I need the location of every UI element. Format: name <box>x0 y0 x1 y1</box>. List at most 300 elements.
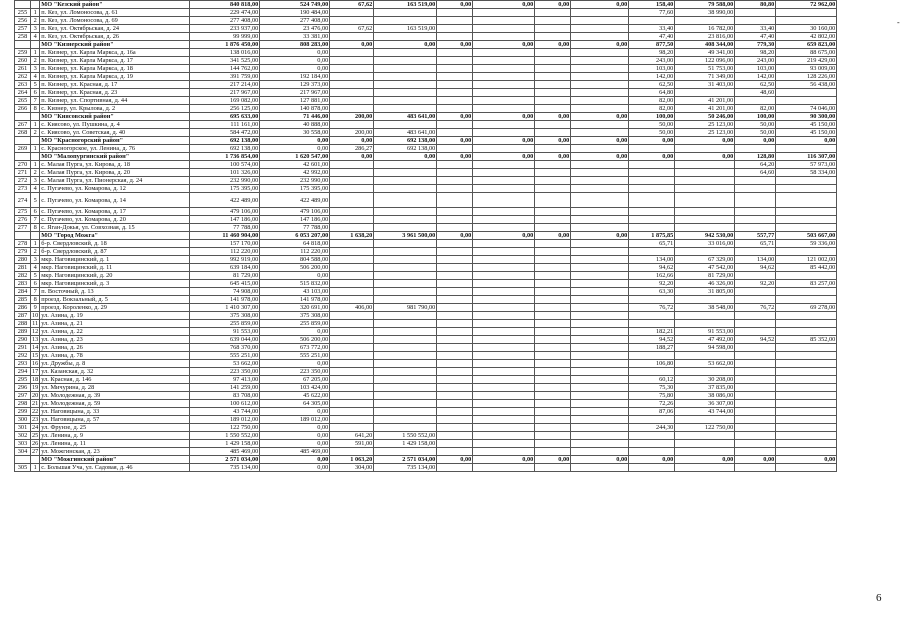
cell-n: 282 <box>15 272 31 280</box>
cell-c <box>330 296 374 304</box>
cell-b: 0,00 <box>260 272 330 280</box>
cell-f: 0,00 <box>473 41 535 49</box>
cell-l: 134,00 <box>735 256 776 264</box>
cell-t: 1 876 450,00 <box>190 41 260 49</box>
cell-a: мкр. Наговицинский, д. 20 <box>40 272 190 280</box>
cell-m <box>776 408 837 416</box>
cell-e <box>437 89 473 97</box>
cell-a: ул. Наговицына, д. 33 <box>40 408 190 416</box>
cell-e: 0,00 <box>437 1 473 9</box>
cell-t: 840 818,00 <box>190 1 260 9</box>
table-row <box>15 448 837 456</box>
cell-f <box>473 384 535 392</box>
cell-t: 100 574,00 <box>190 161 260 169</box>
cell-k: 37 835,00 <box>675 384 735 392</box>
cell-g <box>535 272 571 280</box>
cell-h <box>571 17 629 25</box>
cell-c <box>330 352 374 360</box>
cell-n: 288 <box>15 320 31 328</box>
cell-b: 0,00 <box>260 57 330 65</box>
cell-l <box>735 384 776 392</box>
cell-t: 11 460 904,00 <box>190 232 260 240</box>
cell-i: 1 <box>31 161 40 169</box>
cell-m: 57 973,00 <box>776 161 837 169</box>
cell-b: 0,00 <box>260 432 330 440</box>
cell-j: 0,00 <box>629 456 675 464</box>
cell-d <box>374 328 437 336</box>
cell-k: 16 782,00 <box>675 25 735 33</box>
cell-i: 1 <box>31 121 40 129</box>
cell-f <box>473 280 535 288</box>
cell-h <box>571 408 629 416</box>
cell-f <box>473 161 535 169</box>
cell-d <box>374 296 437 304</box>
cell-n: 295 <box>15 376 31 384</box>
cell-j <box>629 448 675 456</box>
cell-c <box>330 392 374 400</box>
cell-f <box>473 73 535 81</box>
cell-i: 8 <box>31 224 40 232</box>
table-row <box>15 256 837 264</box>
cell-h <box>571 65 629 73</box>
cell-l <box>735 392 776 400</box>
cell-f <box>473 145 535 153</box>
cell-l <box>735 376 776 384</box>
cell-j: 65,71 <box>629 240 675 248</box>
cell-a: п. Кизнер, ул. Карла Маркса, д. 17 <box>40 57 190 65</box>
cell-j: 92,20 <box>629 280 675 288</box>
cell-a: с. Красногорское, ул. Ленина, д. 76 <box>40 145 190 153</box>
cell-i <box>31 41 40 49</box>
cell-k: 31 805,00 <box>675 288 735 296</box>
cell-t: 277 408,00 <box>190 17 260 25</box>
table-row <box>15 105 837 113</box>
cell-l: 47,40 <box>735 33 776 41</box>
cell-g <box>535 216 571 224</box>
cell-k: 53 662,00 <box>675 360 735 368</box>
cell-g <box>535 25 571 33</box>
cell-t: 147 186,00 <box>190 216 260 224</box>
cell-c <box>330 97 374 105</box>
cell-i: 7 <box>31 216 40 224</box>
cell-b: 64 305,00 <box>260 400 330 408</box>
cell-e <box>437 296 473 304</box>
cell-c <box>330 161 374 169</box>
cell-d <box>374 177 437 185</box>
cell-l: 48,60 <box>735 89 776 97</box>
cell-b: 175 395,00 <box>260 185 330 193</box>
cell-d: 483 641,00 <box>374 113 437 121</box>
cell-g <box>535 89 571 97</box>
cell-f <box>473 248 535 256</box>
cell-b: 40 888,00 <box>260 121 330 129</box>
cell-b: 524 749,00 <box>260 1 330 9</box>
cell-k <box>675 312 735 320</box>
cell-c: 0,00 <box>330 137 374 145</box>
cell-i: 5 <box>31 81 40 89</box>
cell-t: 639 184,00 <box>190 264 260 272</box>
cell-a: ул. Красная, д. 146 <box>40 376 190 384</box>
cell-n: 278 <box>15 240 31 248</box>
cell-g: 0,00 <box>535 41 571 49</box>
cell-c <box>330 384 374 392</box>
cell-h <box>571 400 629 408</box>
cell-i: 7 <box>31 97 40 105</box>
cell-l: 100,00 <box>735 113 776 121</box>
cell-h <box>571 177 629 185</box>
cell-g <box>535 9 571 17</box>
cell-j <box>629 416 675 424</box>
cell-e: 0,00 <box>437 456 473 464</box>
cell-j: 64,80 <box>629 89 675 97</box>
cell-k: 47 542,00 <box>675 264 735 272</box>
cell-a: МО "Город Можга" <box>40 232 190 240</box>
cell-j: 75,80 <box>629 392 675 400</box>
cell-m <box>776 464 837 472</box>
cell-a: ул. Азина, д. 26 <box>40 344 190 352</box>
cell-f <box>473 400 535 408</box>
cell-k: 50 246,00 <box>675 113 735 121</box>
cell-c <box>330 216 374 224</box>
cell-m: 88 675,00 <box>776 49 837 57</box>
cell-i: 26 <box>32 440 39 447</box>
table-row <box>15 432 837 440</box>
cell-d <box>374 280 437 288</box>
cell-n: 293 <box>15 360 31 368</box>
cell-k: 122 750,00 <box>675 424 735 432</box>
cell-i: 2 <box>31 248 40 256</box>
cell-l <box>735 440 776 448</box>
cell-t: 122 750,00 <box>190 424 260 432</box>
cell-t: 189 012,00 <box>190 416 260 424</box>
cell-l: 94,52 <box>735 336 776 344</box>
cell-a: ул. Азина, д. 19 <box>40 312 190 320</box>
cell-d <box>374 105 437 113</box>
cell-m <box>776 17 837 25</box>
cell-n: 299 <box>15 408 31 416</box>
cell-e <box>437 177 473 185</box>
cell-d: 735 134,00 <box>374 464 437 472</box>
cell-j: 50,00 <box>629 121 675 129</box>
cell-n: 280 <box>15 256 31 264</box>
cell-n: 276 <box>15 216 31 224</box>
cell-t: 141 978,00 <box>190 296 260 304</box>
cell-n: 256 <box>15 17 31 25</box>
cell-i: 10 <box>32 312 39 319</box>
cell-d <box>374 57 437 65</box>
cell-d <box>374 65 437 73</box>
cell-g <box>535 185 571 193</box>
cell-b: 77 788,00 <box>260 224 330 232</box>
cell-g <box>535 161 571 169</box>
cell-e <box>437 400 473 408</box>
table-row <box>15 312 837 320</box>
cell-h <box>571 464 629 472</box>
cell-b: 0,00 <box>260 464 330 472</box>
cell-t: 1 736 854,00 <box>190 153 260 161</box>
cell-t: 233 937,00 <box>190 25 260 33</box>
cell-d <box>374 185 437 193</box>
cell-t: 77 788,00 <box>190 224 260 232</box>
cell-a: п. Кез, ул. Ломоносова, д. 69 <box>40 17 190 25</box>
cell-k: 38 990,00 <box>675 9 735 17</box>
cell-f <box>473 81 535 89</box>
cell-f <box>473 105 535 113</box>
cell-k: 43 744,00 <box>675 408 735 416</box>
cell-g <box>535 264 571 272</box>
cell-a: МО "Можгинский район" <box>40 456 190 464</box>
cell-d <box>374 73 437 81</box>
cell-g <box>535 464 571 472</box>
cell-t: 2 571 034,00 <box>190 456 260 464</box>
cell-n: 296 <box>15 384 31 392</box>
cell-c: 1 638,20 <box>330 232 374 240</box>
cell-j: 142,00 <box>629 73 675 81</box>
cell-e <box>437 264 473 272</box>
cell-l: 128,80 <box>735 153 776 161</box>
cell-c <box>330 169 374 177</box>
cell-c <box>330 240 374 248</box>
cell-d: 1 550 552,00 <box>374 432 437 440</box>
cell-n: 263 <box>15 81 31 89</box>
cell-l: 779,30 <box>735 41 776 49</box>
cell-b: 140 878,00 <box>260 105 330 113</box>
cell-a: с. Малая Пурга, ул. Кирова, д. 20 <box>40 169 190 177</box>
cell-c <box>330 424 374 432</box>
cell-i: 4 <box>31 33 40 41</box>
cell-h <box>571 97 629 105</box>
cell-d <box>374 169 437 177</box>
table-row <box>15 193 837 208</box>
cell-g <box>535 416 571 424</box>
cell-h <box>571 360 629 368</box>
cell-k <box>675 145 735 153</box>
table-row <box>15 121 837 129</box>
table-row <box>15 81 837 89</box>
cell-t: 91 553,00 <box>190 328 260 336</box>
cell-g <box>535 49 571 57</box>
cell-b: 555 251,00 <box>260 352 330 360</box>
table-row <box>15 185 837 193</box>
cell-j <box>629 185 675 193</box>
cell-t: 97 413,00 <box>190 376 260 384</box>
cell-e <box>437 97 473 105</box>
cell-m: 85 352,00 <box>776 336 837 344</box>
cell-m: 58 334,00 <box>776 169 837 177</box>
cell-l <box>735 424 776 432</box>
table-row <box>15 352 837 360</box>
cell-k: 36 307,00 <box>675 400 735 408</box>
cell-h <box>571 224 629 232</box>
cell-l: 103,00 <box>735 65 776 73</box>
cell-j: 63,30 <box>629 288 675 296</box>
cell-m <box>776 208 837 216</box>
cell-j <box>629 352 675 360</box>
cell-i: 4 <box>31 185 40 193</box>
table-row <box>15 240 837 248</box>
cell-e <box>437 129 473 137</box>
cell-l <box>735 248 776 256</box>
cell-l <box>735 185 776 193</box>
cell-g <box>535 408 571 416</box>
cell-a: ул. Казанская, д. 32 <box>40 368 190 376</box>
cell-m: 121 002,00 <box>776 256 837 264</box>
cell-m: 219 429,00 <box>776 57 837 65</box>
cell-b: 6 053 207,00 <box>260 232 330 240</box>
cell-a: ул. Азина, д. 78 <box>40 352 190 360</box>
cell-g <box>535 248 571 256</box>
cell-j <box>629 320 675 328</box>
cell-b: 0,00 <box>260 137 330 145</box>
cell-c: 1 063,20 <box>330 456 374 464</box>
cell-i: 20 <box>32 392 39 399</box>
cell-c <box>330 17 374 25</box>
cell-d <box>374 448 437 456</box>
cell-h <box>571 208 629 216</box>
cell-f <box>473 264 535 272</box>
cell-h: 0,00 <box>571 232 629 240</box>
cell-b: 129 373,00 <box>260 81 330 89</box>
cell-m <box>776 288 837 296</box>
cell-i: 6 <box>31 280 40 288</box>
cell-h <box>571 161 629 169</box>
cell-e <box>437 408 473 416</box>
cell-a: с. Большая Уча, ул. Садовая, д. 46 <box>40 464 190 472</box>
cell-g <box>535 392 571 400</box>
cell-g: 0,00 <box>535 113 571 121</box>
cell-i: 2 <box>31 17 40 25</box>
cell-j <box>629 224 675 232</box>
cell-k: 41 201,00 <box>675 105 735 113</box>
cell-b: 0,00 <box>260 145 330 153</box>
cell-f: 0,00 <box>473 456 535 464</box>
cell-j: 60,12 <box>629 376 675 384</box>
cell-t: 99 999,00 <box>190 33 260 41</box>
cell-t: 391 759,00 <box>190 73 260 81</box>
cell-a: с. Киясово, ул. Пушкина, д. 4 <box>40 121 190 129</box>
cell-c <box>330 73 374 81</box>
cell-m: 69 278,00 <box>776 304 837 312</box>
cell-g <box>535 384 571 392</box>
cell-e <box>437 105 473 113</box>
cell-l <box>735 17 776 25</box>
cell-j: 62,50 <box>629 81 675 89</box>
cell-e <box>437 33 473 41</box>
table-row <box>15 264 837 272</box>
cell-c: 406,00 <box>330 304 374 312</box>
cell-h: 0,00 <box>571 153 629 161</box>
cell-m <box>776 312 837 320</box>
cell-b: 422 489,00 <box>260 193 330 208</box>
table-row <box>15 97 837 105</box>
cell-a: п. Кизнер, ул. Карла Маркса, д. 19 <box>40 73 190 81</box>
cell-d: 1 429 158,00 <box>374 440 437 448</box>
cell-g <box>535 105 571 113</box>
cell-d <box>374 97 437 105</box>
cell-f <box>473 448 535 456</box>
cell-k <box>675 169 735 177</box>
cell-h <box>571 240 629 248</box>
cell-k <box>675 208 735 216</box>
cell-f <box>473 224 535 232</box>
cell-i: 27 <box>32 448 39 455</box>
cell-l: 92,20 <box>735 280 776 288</box>
cell-c <box>330 9 374 17</box>
cell-g <box>535 81 571 89</box>
cell-h <box>571 256 629 264</box>
cell-n: 305 <box>15 464 31 472</box>
cell-e <box>437 344 473 352</box>
table-row <box>15 360 837 368</box>
cell-g <box>535 65 571 73</box>
cell-l <box>735 208 776 216</box>
cell-i: 8 <box>31 296 40 304</box>
cell-n: 298 <box>15 400 31 408</box>
cell-l <box>735 97 776 105</box>
cell-t: 768 370,00 <box>190 344 260 352</box>
cell-f <box>473 65 535 73</box>
cell-e: 0,00 <box>437 232 473 240</box>
cell-m <box>776 384 837 392</box>
cell-m <box>776 328 837 336</box>
table-row <box>15 224 837 232</box>
cell-b: 223 350,00 <box>260 368 330 376</box>
cell-k <box>675 320 735 328</box>
cell-d: 163 519,00 <box>374 1 437 9</box>
cell-d <box>374 384 437 392</box>
cell-t: 256 125,00 <box>190 105 260 113</box>
cell-a: ул. Можгинская, д. 23 <box>40 448 190 456</box>
cell-t: 111 161,00 <box>190 121 260 129</box>
cell-k: 25 123,00 <box>675 129 735 137</box>
cell-m: 42 802,00 <box>776 33 837 41</box>
register-rows <box>15 1 837 472</box>
cell-e <box>437 25 473 33</box>
cell-c <box>330 336 374 344</box>
cell-k <box>675 193 735 208</box>
cell-t: 157 170,00 <box>190 240 260 248</box>
cell-m: 503 667,00 <box>776 232 837 240</box>
table-row <box>15 464 837 472</box>
cell-l <box>735 145 776 153</box>
cell-b: 23 476,00 <box>260 25 330 33</box>
cell-g: 0,00 <box>535 153 571 161</box>
cell-e <box>437 392 473 400</box>
cell-k: 67 329,00 <box>675 256 735 264</box>
cell-e <box>437 57 473 65</box>
cell-j: 47,40 <box>629 33 675 41</box>
cell-c <box>330 408 374 416</box>
cell-m: 90 300,00 <box>776 113 837 121</box>
cell-j <box>629 145 675 153</box>
cell-i: 22 <box>32 408 39 415</box>
cell-d <box>374 9 437 17</box>
cell-m <box>776 392 837 400</box>
cell-k <box>675 464 735 472</box>
cell-m <box>776 97 837 105</box>
cell-t: 555 251,00 <box>190 352 260 360</box>
cell-a: ул. Молодежная, д. 59 <box>40 400 190 408</box>
cell-l: 0,00 <box>735 137 776 145</box>
cell-d <box>374 416 437 424</box>
cell-n <box>15 113 31 121</box>
cell-j: 103,00 <box>629 65 675 73</box>
cell-e <box>437 73 473 81</box>
cell-i: 6 <box>31 89 40 97</box>
cell-k <box>675 416 735 424</box>
cell-g <box>535 344 571 352</box>
cell-g <box>535 376 571 384</box>
